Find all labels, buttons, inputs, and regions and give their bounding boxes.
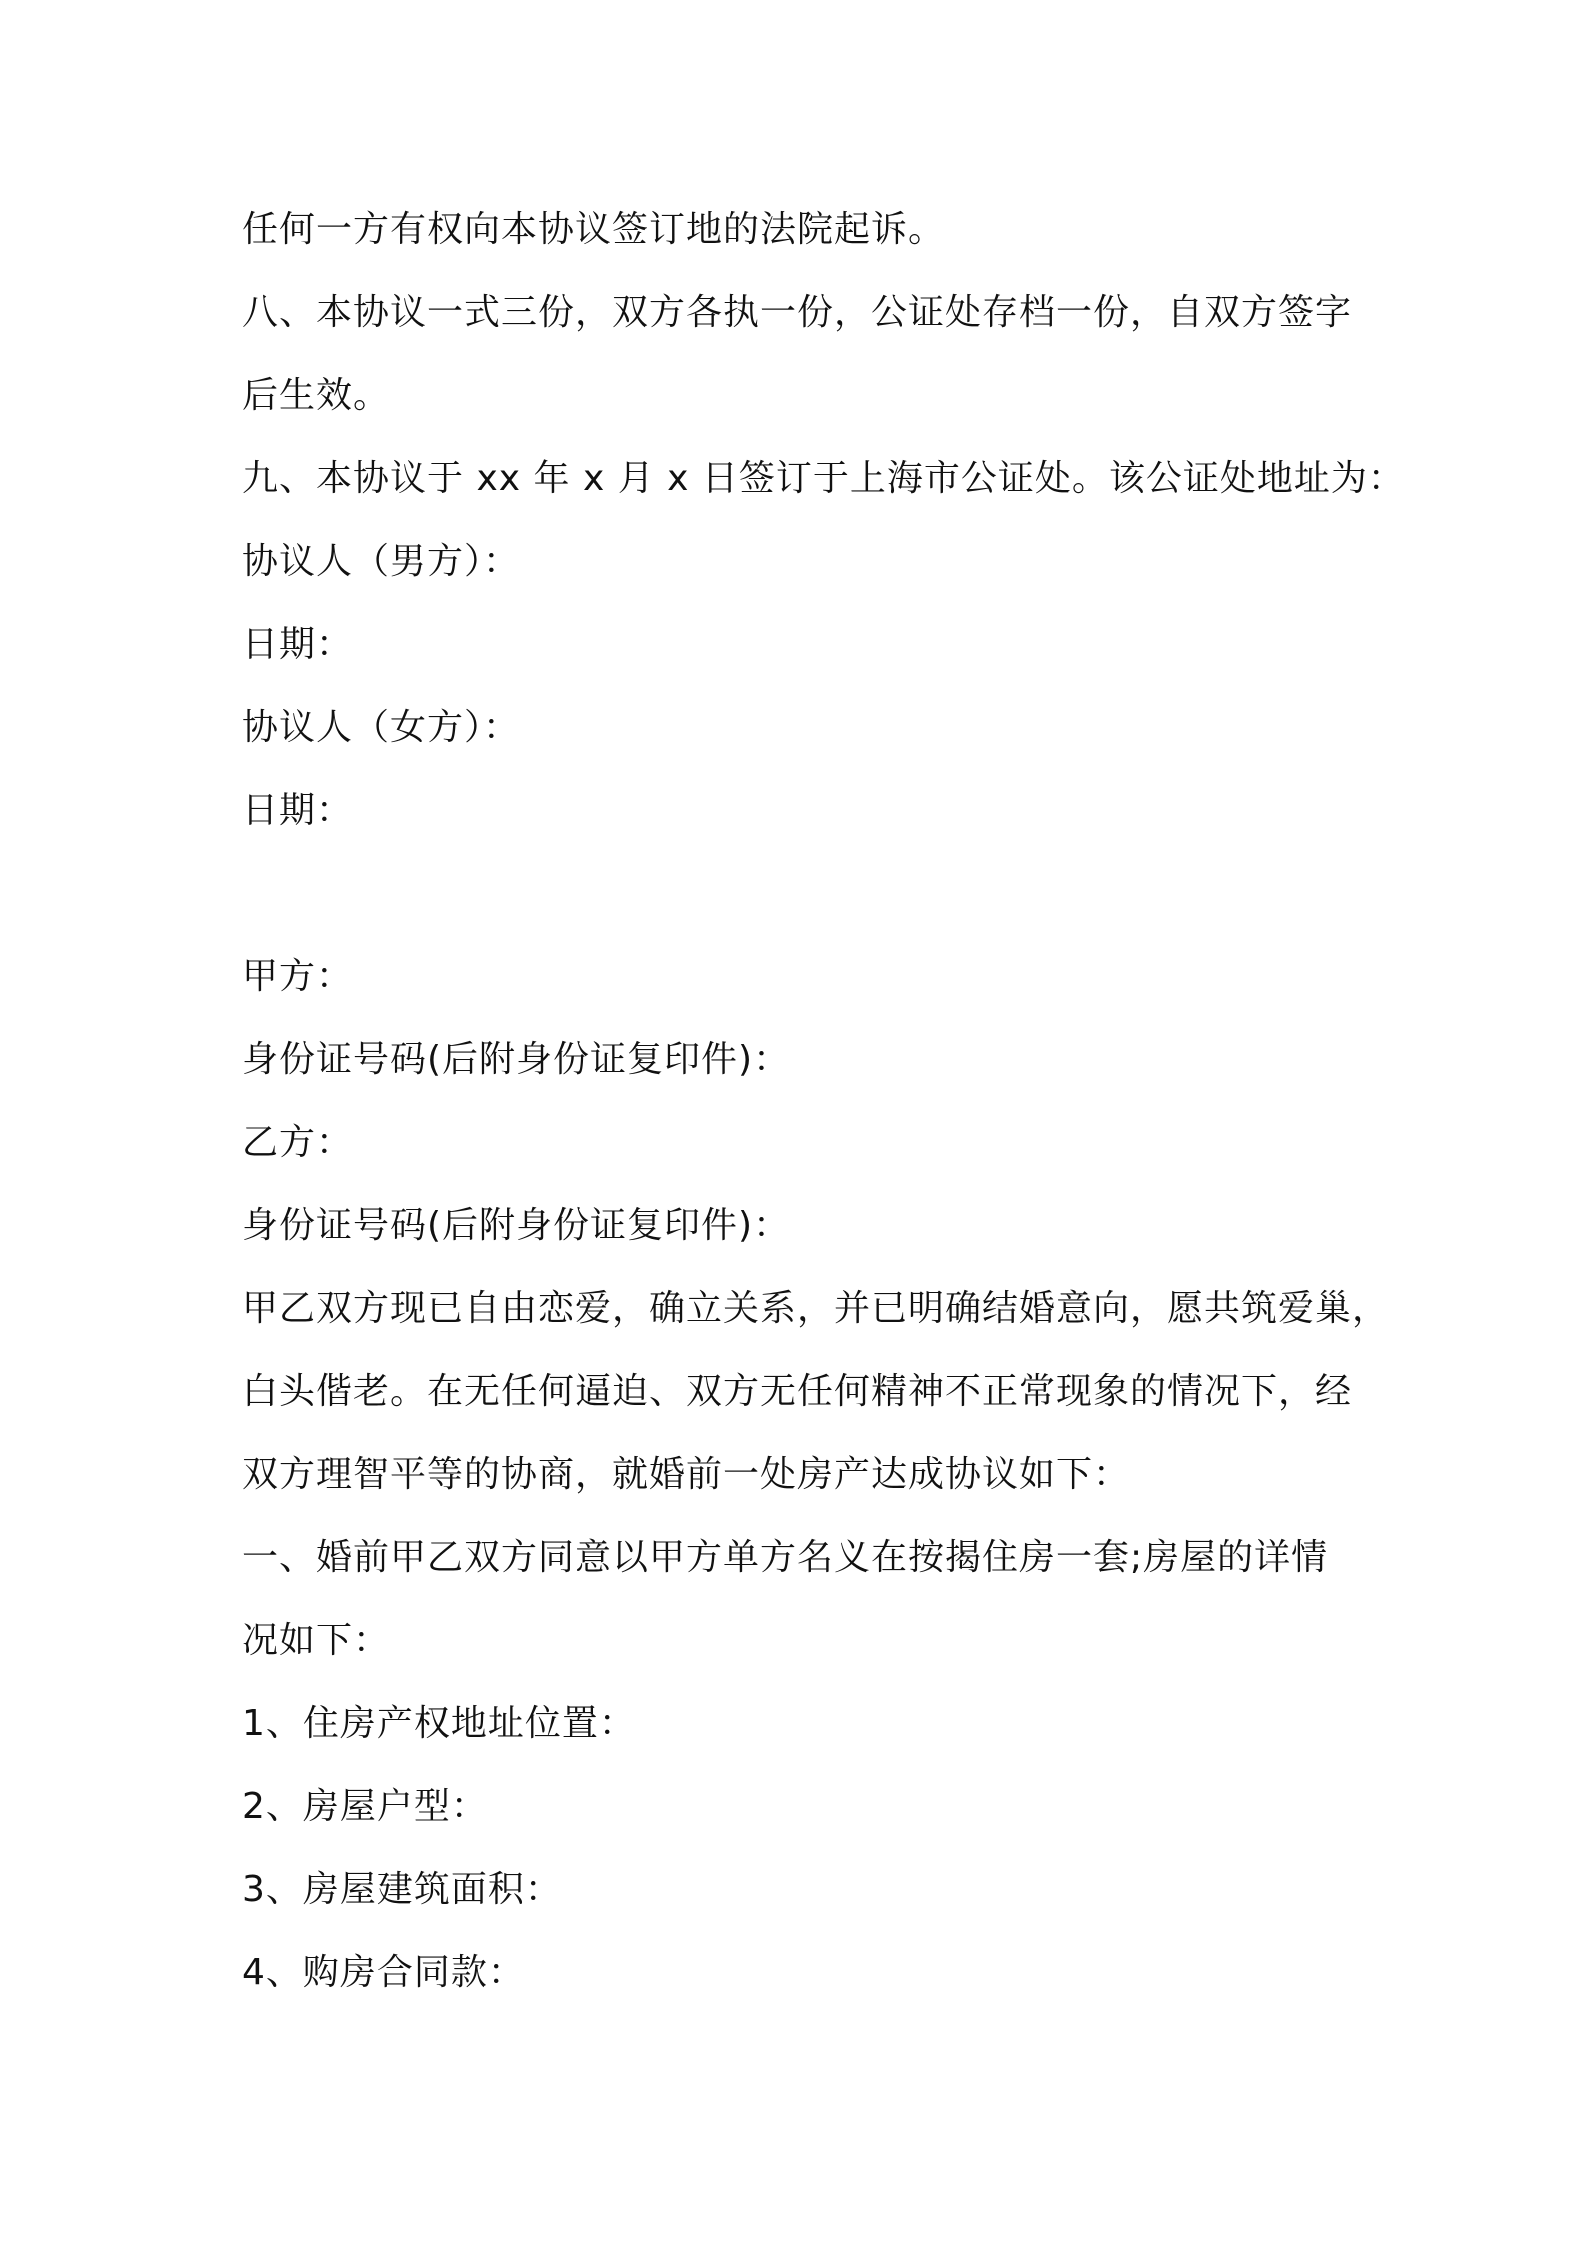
- text-line: 2、房屋户型：: [242, 1786, 488, 1827]
- text-line: 白头偕老。在无任何逼迫、双方无任何精神不正常现象的情况下，经: [242, 1371, 1353, 1412]
- text-line: 八、本协议一式三份，双方各执一份，公证处存档一份，自双方签字: [242, 292, 1353, 333]
- text-line: 九、本协议于 xx 年 x 月 x 日签订于上海市公证处。该公证处地址为：: [242, 458, 1405, 499]
- text-line: 日期：: [242, 790, 354, 831]
- text-line: 况如下：: [242, 1620, 391, 1661]
- text-line: 1、住房产权地址位置：: [242, 1703, 636, 1744]
- text-line: 身份证号码(后附身份证复印件)：: [242, 1039, 791, 1080]
- text-line: 一、婚前甲乙双方同意以甲方单方名义在按揭住房一套;房屋的详情: [242, 1537, 1329, 1578]
- text-line: 乙方：: [242, 1122, 354, 1163]
- text-line: 日期：: [242, 624, 354, 665]
- text-line: 协议人（男方）：: [242, 541, 521, 582]
- text-line: 甲方：: [242, 956, 354, 997]
- text-line: 4、购房合同款：: [242, 1952, 525, 1993]
- text-line: 协议人（女方）：: [242, 707, 521, 748]
- text-line: 任何一方有权向本协议签订地的法院起诉。: [242, 209, 946, 250]
- text-line: 甲乙双方现已自由恋爱，确立关系，并已明确结婚意向，愿共筑爱巢，: [242, 1288, 1390, 1329]
- text-line: 身份证号码(后附身份证复印件)：: [242, 1205, 791, 1246]
- text-line: 3、房屋建筑面积：: [242, 1869, 562, 1910]
- text-line: 后生效。: [242, 375, 391, 416]
- text-line: 双方理智平等的协商，就婚前一处房产达成协议如下：: [242, 1454, 1131, 1495]
